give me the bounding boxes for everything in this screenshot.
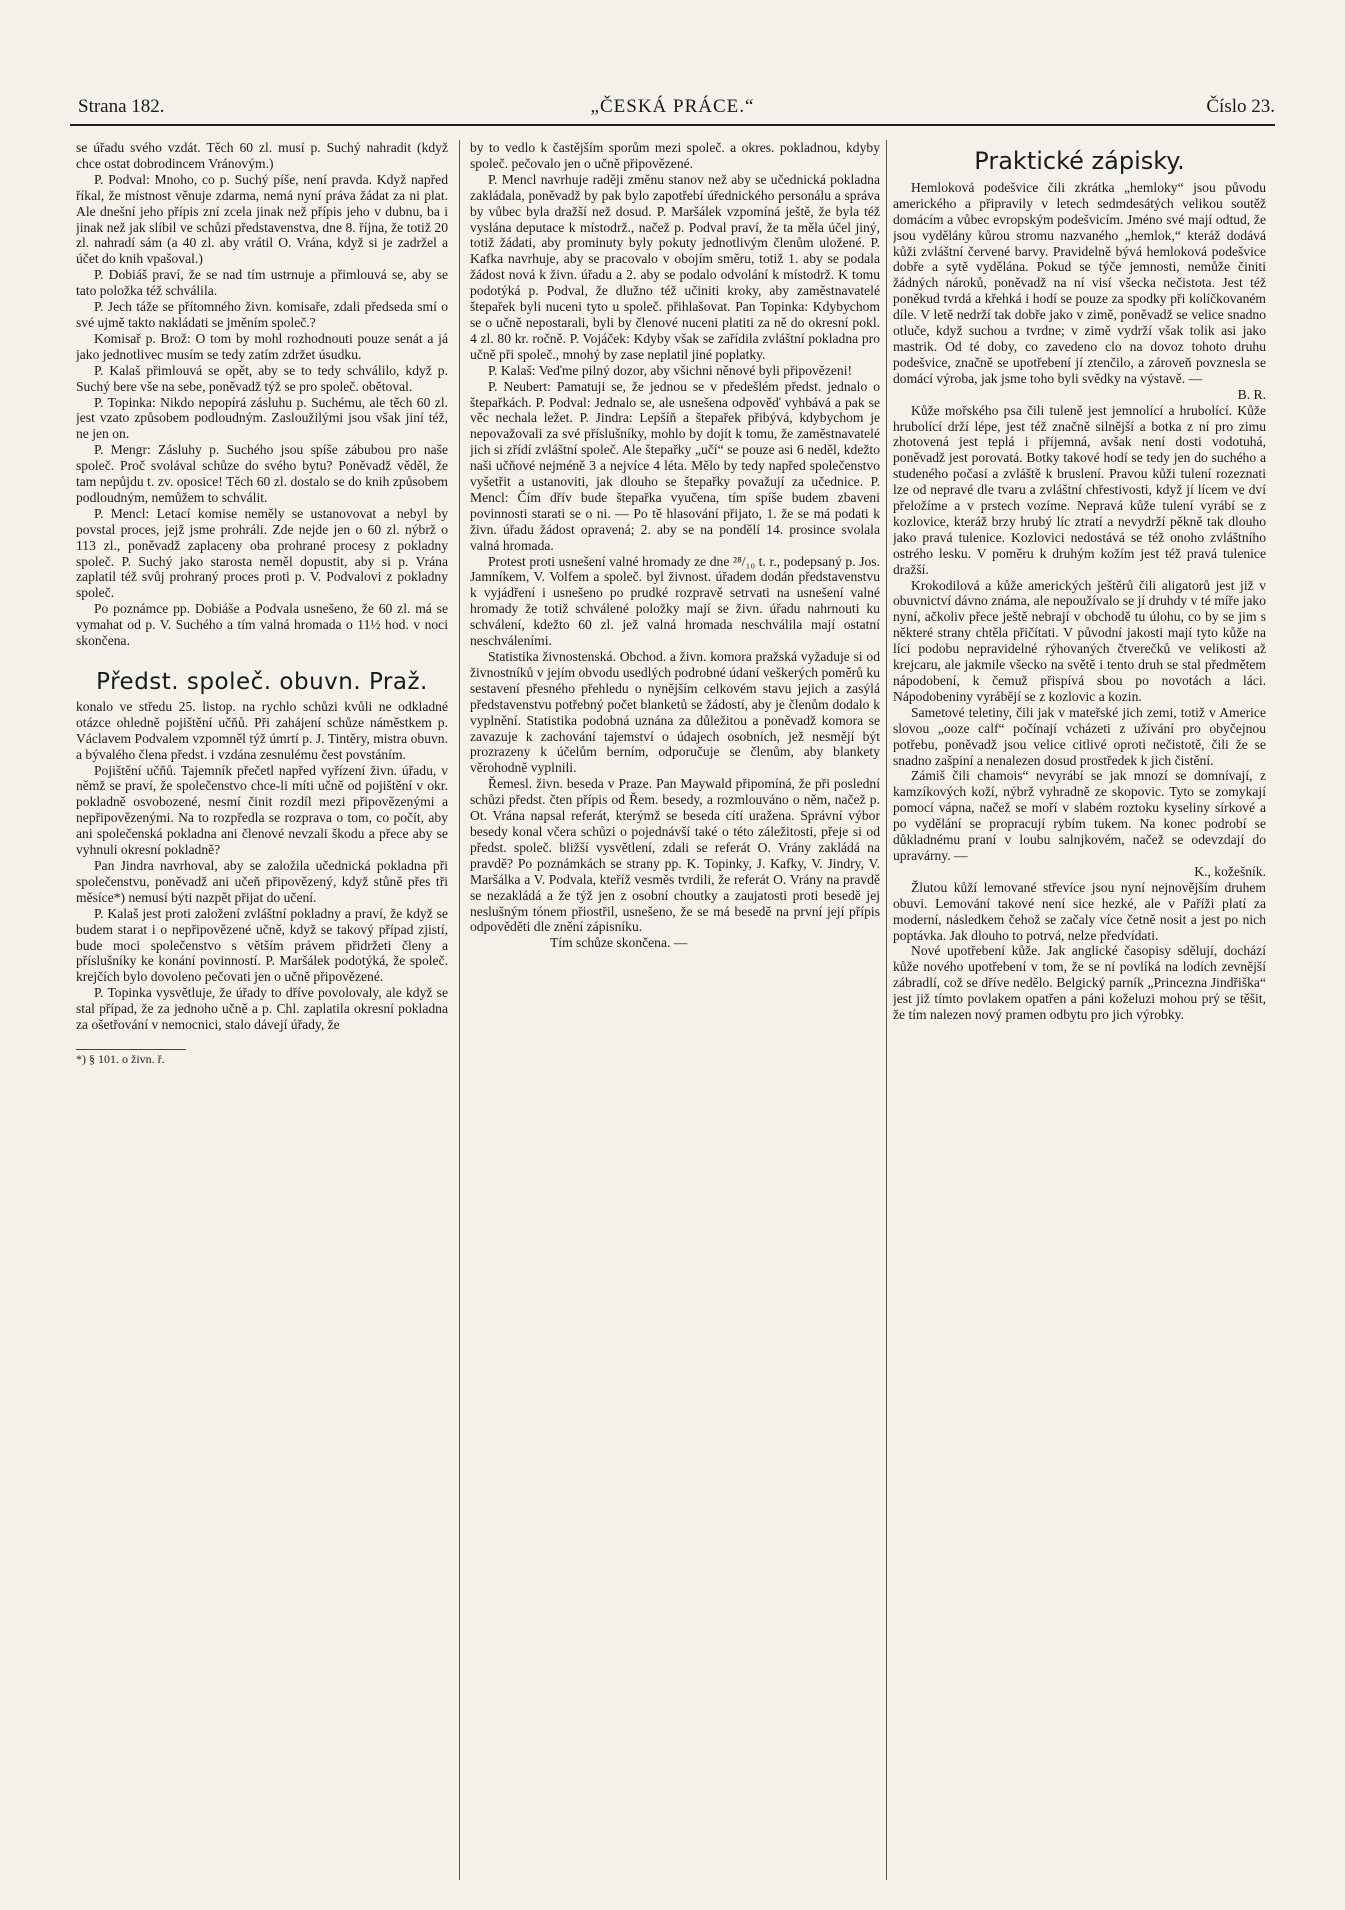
footnote: *) § 101. o živn. ř. — [76, 1051, 165, 1066]
paragraph: se úřadu svého vzdát. Těch 60 zl. musí p. Suchý nahradit (když chce ostat dobrodincem Vránovým.) — [76, 140, 448, 171]
paragraph: P. Podval: Mnoho, co p. Suchý píše, není pravda. Když napřed říkal, že místnost věnuje zdarma, nemá nyní práva žádat za ni plat. Ale dnešní jeho přípis zní zcela jinak než přípis jeho v dubnu, ba i jinak než jak slíbil ve schůzi představenstva, dne 8. října, že totiž 20 zl. nahradí sám (a 40 zl. aby vrátil O. Vrána, když si je zadržel a účet do knih vpašoval.) — [76, 171, 448, 267]
signature: K., kožešník. — [1194, 863, 1266, 879]
paragraph: Krokodilová a kůže amerických ještěrů čili aligatorů jest již v obuvnictví dávno známa, ale nepoužívalo se jí druhdy v té míře jako nyní, ačkoliv přece ještě nebrají v obchodě tu úlohu, co by se jim s některé strany chtěla přičítati. V původní jakosti mají tyto kůže na líci podobu nepravidelné rýhovaných čtverečků ve velikosti až krejcaru, ale jakmile všecko na světě i tento druh se stal předmětem nápodobení, k čemuž přispívá sbou po novotách a láci. Nápodobeniny vyrábějí se z kozlovic a kozin. — [893, 577, 1266, 704]
paragraph: Kůže mořského psa čili tuleně jest jemnolící a hrubolící. Kůže hrubolící drží lépe, jest též značně silnější a botka z ní pro zimu zhotovená jest teplá i příjemná, avšak není dosti vodotuhá, poněvadž jest porovatá. Botky takové hodí se tedy jen do suchého a studeného počasí a zvláště k bruslení. Pravou kůži tulení rozeznati lze od nepravé dle tvaru a zvláštní chřestivosti, když jí lícem ve dví přeložíme a v prstech vozíme. Nepravá kůže tulení vyrábí se z kozlovice, kteráž brzy hrubý líc ztratí a nevydrží pěkně tak dlouho jako pravá tulenice. Kozlovici nedostává se též onoho zvláštního ostrého lesku. V poměru k druhým kožím jest též pravá tulenice dražší. — [893, 402, 1266, 577]
paragraph: P. Mencl navrhuje raději změnu stanov než aby se učednická pokladna zakládala, poněvadž by pak bylo zapotřebí úřednického personálu a správa by vůbec byla dražší než dosud. P. Maršálek vzpomíná ještě, že byla též vyslána deputace k místodrž., načež p. Podval praví, že ta měla účel jiný, totiž žádati, aby prominuty byly pokuty jednotlivým členům uložené. P. Kafka navrhuje, aby se pracovalo v obojím směru, totiž 1. aby se podala žádost nová k živn. úřadu a 2. aby se podalo odvolání k místodrž. K tomu podotýká p. Podval, že dlužno též učiniti kroky, aby zaměstnavatelé štepařek byli nuceni tyto u společ. přihlašovat. Pan Topinka: Kdybychom se o učně nepostarali, byli by členové nuceni platiti za ně do okresní pokl. 4 zl. 80 kr. ročně. P. Vojáček: Kdyby však se zařídila zvláštní pokladna pro učně při společ., mnohý by zase neplatil jiné poplatky. — [470, 171, 880, 362]
paragraph: Tím schůze skončena. — — [550, 935, 688, 951]
paragraph: Protest proti usnešení valné hromady ze dne ²⁸/₁₀ t. r., podepsaný p. Jos. Jamníkem, V. Volfem a společ. byl živnost. úřadem dodán představenstvu k vyjádření i usnešeno po prudké rozpravě setrvati na usnešení valné hromady že totiž schválené položky mají se živn. úřadu nahrnouti ku schválení, kdežto 60 zl. jež valná hromada neschválila mají ostatní neschváleními. — [470, 553, 880, 649]
issue-number: Číslo 23. — [1206, 96, 1275, 117]
paragraph: P. Topinka: Nikdo nepopírá zásluhu p. Suchému, ale těch 60 zl. jest vzato způsobem podloudným. Zasloužilými jsou však jiní též, ne jen on. — [76, 394, 448, 442]
section-title: Předst. společ. obuvn. Praž. — [96, 669, 428, 695]
paragraph: Pojištění učňů. Tajemník přečetl napřed vyřízení živn. úřadu, v němž se praví, že společenstvo chce-li míti učně od pojištění v okr. pokladně osvobozené, nesmí činit rozdíl mezi připovězenými a nepřipovězenými. Na to rozpředla se rozprava o tom, co počít, aby ani společenská pokladna ani členové nevzali škodu a přece aby se vyhnuli okresní pokladně? — [76, 762, 448, 858]
column-divider-2 — [886, 140, 887, 1880]
column-1 — [76, 140, 448, 1880]
section-title: Praktické zápisky. — [974, 147, 1185, 175]
newspaper-title: „ČESKÁ PRÁCE.“ — [590, 96, 755, 117]
footnote-rule — [76, 1049, 186, 1050]
paragraph: Nové upotřebení kůže. Jak anglické časopisy sdělují, dochází kůže nového upotřebení v tom, že se ní povlíká na lodích zevnější zábradlí, což se dříve nedělo. Belgický parník „Princezna Jindřiška“ jest již tímto povlakem opatřen a páni koželuzi mohou prý se těšit, že tím nalezen nový pramen odbytu pro jich výrobky. — [893, 943, 1266, 1023]
paragraph: Po poznámce pp. Dobiáše a Podvala usnešeno, že 60 zl. má se vymahat od p. V. Suchého a tím valná hromada o 11½ hod. v noci skončena. — [76, 601, 448, 649]
paragraph: Statistika živnostenská. Obchod. a živn. komora pražská vyžaduje si od živnostníků v jejím obvodu usedlých podrobné údaní veškerých poměrů ku sestavení přesného přehledu o nynějším celkovém stavu jejich a zasýlá představenstvu potřebný počet blanketů se žádostí, aby je členům dodalo k vyplnění. Statistika podobná uznána za důležitou a poněvadž komora se zavazuje k zachování tajemství o údajech osobních, jež nesmějí být prozrazeny k účelům berním, odporučuje se členům, aby blankety věrohodně vyplnili. — [470, 649, 880, 776]
paragraph: P. Kalaš přimlouvá se opět, aby se to tedy schválilo, když p. Suchý bere vše na sebe, poněvadž týž se pro společ. obětoval. — [76, 362, 448, 394]
paragraph: Sametové teletiny, čili jak v mateřské jich zemi, totiž v Americe slovou „ooze calf“ počínají vcházeti z užívání pro obyčejnou potřebu, poněvadž jsou velice citlivé oproti nečistotě, čili že se snadno zašpiní a nenalezen dosud prostředek k jich čistění. — [893, 704, 1266, 768]
column-2 — [470, 140, 880, 1880]
paragraph: P. Jech táže se přítomného živn. komisaře, zdali předseda smí o své ujmě takto nakládati se jměním společ.? — [76, 299, 448, 330]
column-divider-1 — [459, 140, 460, 1880]
paragraph: Komisař p. Brož: O tom by mohl rozhodnouti pouze senát a já jako jednotlivec musím se tedy zatím zdržet úsudku. — [76, 330, 448, 362]
paragraph: Žlutou kůží lemované střevíce jsou nyní nejnovějším druhem obuvi. Lemování takové není sice hezké, ale v Paříži platí za moderní, následkem čehož se začaly více četně nosit a jest po nich poptávka. Jak dlouho to potrvá, nelze předvídati. — [893, 879, 1266, 943]
paragraph: Hemloková podešvice čili zkrátka „hemloky“ jsou původu amerického a připravily v letech sedmdesátých velikou soutěž domácím a vůbec evropským podešvicím. Jméno své mají odtud, že jsou vydělány kůrou stromu nazvaného „hemlok,“ kteráž dodává kůži zvláštní červené barvy. Pravidelně bývá hemloková podešvice dobře a sytě vydělána. Pokud se týče jemnosti, nemůže činiti žádných nároků, poněvadž na ní visí všecka nečistota. Jest též poněkud tvrdá a křehká i hodí se pouze za spodky při kolíčkovaném díle. V letě nedrží tak dobře jako v zimě, poněvadž se velice snadno otluče, když suchou a tvrdne; v zimě vydrží však tolik asi jako mastrik. Od té doby, co zavedeno clo na dovoz tohoto druhu podešvice, značně se upotřebení jí ztenčilo, a zároveň povznesla se domácí výroba, jak jsme toho byli svědky na výstavě. — — [893, 179, 1266, 386]
paragraph: konalo ve středu 25. listop. na rychlo schůzi kvůli ne odkladné otázce ohledně pojištění učňů. Při zahájení schůze náměstkem p. Václavem Podvalem vzpomněl týž úmrtí p. J. Tintěry, mistra obuvn. a bývalého člena předst. i vzdána zesnulému čest povstáním. — [76, 698, 448, 762]
page-number: Strana 182. — [78, 96, 165, 117]
header-rule — [70, 124, 1275, 126]
paragraph: P. Mencl: Letací komise neměly se ustanovovat a nebyl by povstal proces, jejž jsme prohráli. Zde nejde jen o 60 zl. nýbrž o 113 zl., poněvadž zaplaceny oba prohrané procesy z pokladny společ. P. Suchý jako starosta neměl dopustit, aby si p. Vrána zaplatil též svůj prohraný proces proti p. V. Podvalovi z pokladny společ. — [76, 505, 448, 601]
paragraph: P. Dobiáš praví, že se nad tím ustrnuje a přimlouvá se, aby se tato položka též schválila. — [76, 267, 448, 299]
paragraph: Řemesl. živn. beseda v Praze. Pan Maywald připomíná, že při poslední schůzi předst. čten přípis od Řem. besedy, a rozmlouváno o něm, načež p. Ot. Vrána napsal referát, kterýmž se beseda cítí uražena. Správní výbor besedy konal včera schůzi o pojednávší také o této záležitosti, přeje si od předst. společ. bližší vysvětlení, zdali se referát O. Vrány zakládá na pravdě? Po poznámkách se strany pp. K. Topinky, J. Kafky, V. Jindry, V. Maršálka a V. Podvala, kteříž vesměs tvrdili, že referát O. Vrány na pravdě se nezakládá a že týž jen z osobní choutky a zaujatosti proti besedě jej neslušným tónem přiostřil, usnešeno, že se má besedě na první její přípis odpověděti dle znění zápisníku. — [470, 776, 880, 935]
paragraph: P. Topinka vysvětluje, že úřady to dříve povolovaly, ale když se stal případ, že za jednoho učně a p. Chl. zaplatila okresní pokladna za ošetřování v nemocnici, stalo dávejí úřady, že — [76, 985, 448, 1033]
paragraph: P. Kalaš jest proti založení zvláštní pokladny a praví, že když se budem starat i o nepřipovězené učně, když se takový případ zjistí, bude moci společenstvo s větším právem přidržeti členy a příslušníky ke konání povinností. P. Maršálek podotýká, že společ. krejčích bylo dovoleno pečovati jen o učně připovězené. — [76, 905, 448, 985]
paragraph: P. Kalaš: Veďme pilný dozor, aby všichni něnové byli připovězeni! — [488, 362, 852, 378]
page-header — [70, 96, 1275, 126]
paragraph: by to vedlo k častějším sporům mezi společ. a okres. pokladnou, kdyby společ. pečovalo jen o učně připovězené. — [470, 140, 880, 171]
paragraph: P. Neubert: Pamatuji se, že jednou se v předešlém předst. jednalo o štepařkách. P. Podval: Jednalo se, ale usnešena odpověď vyhbává a pak se věc nechala ležet. P. Jindra: Lepšíň a štepařek přibývá, kdybychom je nepovažovali za své příslušníky, mohlo by dojít k tomu, že zaměstnavatelé jich si zřídí zvláštní společ. Ale štepařky „učí“ se pouze asi 6 neděl, kdežto naši učňové nejméně 3 a nejvíce 4 léta. Mělo by tedy napřed společenstvo vyšetřit a ustanoviti, jak dlouho se štepařky považují za učednice. P. Mencl: Čím dřív bude štepařka vyučena, tím spíše budem zbaveni povinnosti starati se o ni. — Po tě hlasování přijato, 1. že se má podati k živn. úřadu žádost opravená; 2. aby se na pondělí 14. prosince svolala valná hromada. — [470, 378, 880, 553]
signature: B. R. — [1237, 386, 1266, 402]
paragraph: Pan Jindra navrhoval, aby se založila učednická pokladna při společenstvu, poněvadž ani učeň připovězený, když stůně přes tři měsíce*) nemusí býti nazpět přijat do učení. — [76, 857, 448, 905]
column-3 — [893, 140, 1266, 1880]
paragraph: P. Mengr: Zásluhy p. Suchého jsou spíše zábubou pro naše společ. Proč svolával schůze do svého bytu? Poněvadž věděl, že tam nepůjdu t. zv. oposice! Těch 60 zl. dostalo se do knih způsobem podloudným, nemůžem to schválit. — [76, 442, 448, 505]
paragraph: Zámiš čili chamois“ nevyrábí se jak mnozí se domnívají, z kamzíkových koží, nýbrž vyhradně ze skopovic. Tyto se zomykají pomocí vápna, načež se moří v slabém roztoku kyseliny sírkové a po vydělání se propracují rybím tukem. Na konec podrobí se důkladnému praní v loubu salnjkovém, načež se odevzdají do upravárny. — — [893, 768, 1266, 863]
